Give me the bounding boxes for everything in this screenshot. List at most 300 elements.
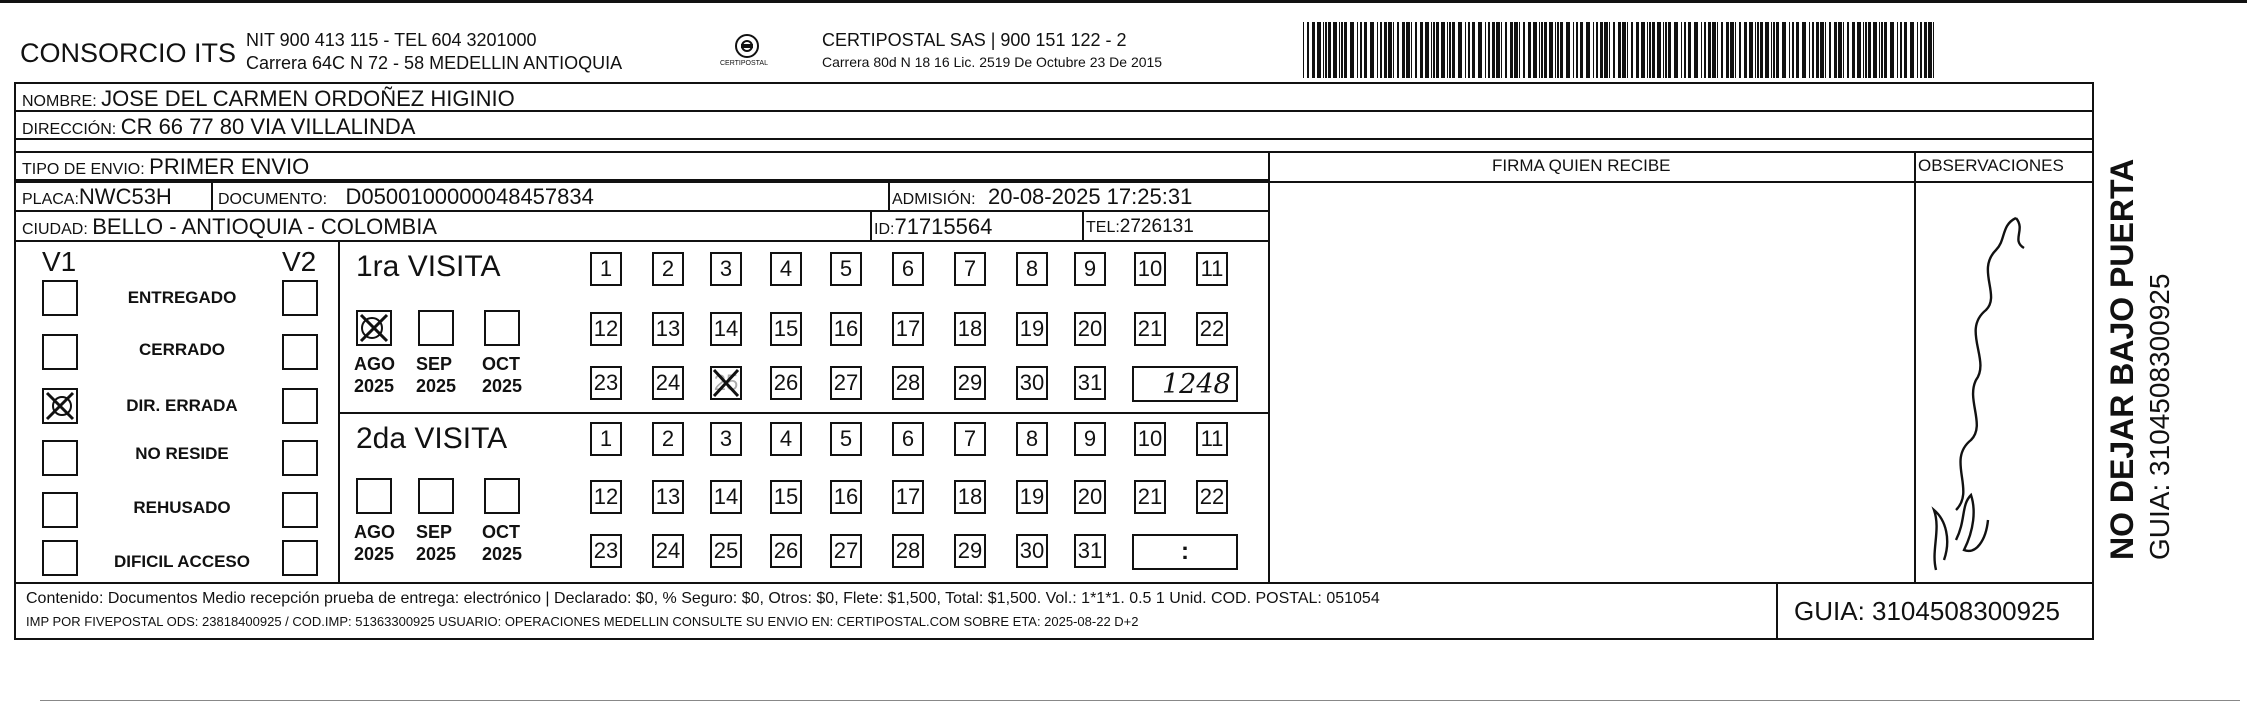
barcode-bar — [1539, 22, 1540, 78]
second-visit-day-box[interactable] — [1134, 480, 1166, 514]
day-number: 30 — [1019, 370, 1045, 395]
v1-checkbox[interactable] — [42, 440, 78, 476]
barcode-bar — [1760, 22, 1763, 78]
first-visit-day-box[interactable] — [954, 312, 986, 346]
barcode-bar — [1411, 22, 1412, 78]
month-label: OCT — [482, 354, 520, 374]
year-label: 2025 — [482, 544, 523, 564]
row-line — [14, 582, 2094, 584]
col-line — [211, 181, 213, 210]
month-label: SEP — [416, 522, 453, 542]
barcode-bar — [1917, 22, 1918, 78]
barcode-bar — [1688, 22, 1691, 78]
barcode-bar — [1544, 22, 1547, 78]
direccion-field: DIRECCIÓN: CR 66 77 80 VIA VILLALINDA — [22, 114, 416, 139]
barcode-bar — [1694, 22, 1698, 78]
barcode-bar — [1357, 22, 1358, 78]
second-visit-time: : — [1181, 538, 1189, 565]
barcode-bar — [1812, 22, 1814, 78]
first-visit-time-box[interactable] — [1132, 366, 1238, 402]
barcode-bar — [1652, 22, 1655, 78]
barcode-bar — [1681, 22, 1682, 78]
barcode-bar — [1933, 22, 1934, 78]
day-number: 22 — [1199, 316, 1225, 341]
barcode-bar — [1496, 22, 1500, 78]
row-line — [14, 240, 1268, 242]
first-visit-day-box[interactable] — [652, 252, 684, 286]
barcode-bar — [1452, 22, 1455, 78]
year-label: 2025 — [482, 376, 523, 396]
barcode-bar — [1744, 22, 1747, 78]
v1-label: V1 — [42, 246, 77, 277]
barcode-bar — [1580, 22, 1583, 78]
barcode-bar — [1596, 22, 1598, 78]
barcode-bar — [1560, 22, 1563, 78]
barcode-bar — [1402, 22, 1405, 78]
status-label: CERRADO — [139, 340, 225, 359]
day-number: 23 — [593, 370, 619, 395]
courier-line1: CERTIPOSTAL SAS | 900 151 122 - 2 — [822, 30, 1127, 50]
day-number: 21 — [1137, 484, 1163, 509]
side-guia-text: GUIA: 3104508300925 — [2144, 273, 2175, 560]
barcode-bar — [1420, 22, 1423, 78]
logo-caption: CERTIPOSTAL — [720, 60, 768, 67]
barcode-bar — [1576, 22, 1578, 78]
barcode-bar — [1776, 22, 1779, 78]
observaciones-label: OBSERVACIONES — [1918, 156, 2064, 175]
v2-label: V2 — [282, 246, 317, 277]
barcode-bar — [1649, 22, 1651, 78]
status-label: REHUSADO — [133, 498, 231, 517]
second-visit-day-box[interactable] — [1074, 480, 1106, 514]
barcode-bar — [1834, 22, 1837, 78]
day-number: 13 — [655, 316, 681, 341]
barcode-bar — [1415, 22, 1417, 78]
month-label: AGO — [354, 354, 396, 374]
second-visit-day-box[interactable] — [710, 480, 742, 514]
barcode-bar — [1388, 22, 1392, 78]
second-visit-day-box[interactable] — [590, 480, 622, 514]
guia-box: GUIA: 3104508300925 — [1794, 596, 2060, 626]
second-visit-title: 2da VISITA — [356, 422, 508, 455]
v1-checkbox[interactable] — [42, 280, 78, 316]
v2-checkbox[interactable] — [282, 334, 318, 370]
tipo-envio-field: TIPO DE ENVIO: PRIMER ENVIO — [22, 154, 310, 179]
barcode-bar — [1782, 22, 1786, 78]
day-number: 18 — [957, 316, 983, 341]
barcode-bar — [1600, 22, 1603, 78]
second-visit-day-box[interactable] — [954, 534, 986, 568]
day-number: 20 — [1077, 316, 1103, 341]
day-number: 12 — [593, 484, 619, 509]
barcode-bar — [1447, 22, 1448, 78]
barcode-bar — [1838, 22, 1842, 78]
first-visit-day-box[interactable] — [770, 366, 802, 400]
second-visit-day-box[interactable] — [590, 534, 622, 568]
barcode-bar — [1303, 22, 1304, 78]
first-visit-day-box[interactable] — [1016, 312, 1048, 346]
day-number: 6 — [901, 426, 915, 451]
day-number: 22 — [1199, 484, 1225, 509]
second-visit-day-box[interactable] — [892, 422, 924, 456]
second-visit-day-box[interactable] — [652, 480, 684, 514]
barcode-bar — [1873, 22, 1877, 78]
first-visit-day-box[interactable] — [1196, 312, 1228, 346]
second-visit-day-box[interactable] — [770, 534, 802, 568]
v1-checkbox[interactable] — [42, 540, 78, 576]
day-number: 12 — [593, 316, 619, 341]
day-number: 24 — [655, 370, 681, 395]
day-number: 7 — [963, 256, 977, 281]
barcode-bar — [1755, 22, 1756, 78]
barcode-bar — [1636, 22, 1639, 78]
address-line: Carrera 64C N 72 - 58 MEDELLIN ANTIOQUIA — [246, 53, 623, 73]
barcode-bar — [1641, 22, 1645, 78]
first-visit-day-box[interactable] — [590, 366, 622, 400]
second-visit-day-box[interactable] — [652, 422, 684, 456]
barcode-bar — [1792, 22, 1794, 78]
barcode-bar — [1514, 22, 1518, 78]
barcode-bar — [1501, 22, 1502, 78]
placa-value: NWC53H — [78, 184, 172, 209]
day-number: 19 — [1019, 316, 1045, 341]
barcode-bar — [1449, 22, 1451, 78]
first-visit-day-box[interactable] — [1074, 312, 1106, 346]
ciudad-value: BELLO - ANTIOQUIA - COLOMBIA — [92, 214, 437, 239]
day-number: 17 — [895, 484, 921, 509]
barcode-bar — [1488, 22, 1490, 78]
barcode-bar — [1627, 22, 1628, 78]
barcode-bar — [1431, 22, 1432, 78]
v1-checkbox[interactable] — [42, 334, 78, 370]
barcode-bar — [1884, 22, 1887, 78]
barcode-bar — [1406, 22, 1410, 78]
day-number: 17 — [895, 316, 921, 341]
status-label: DIFICIL ACCESO — [113, 552, 250, 571]
second-visit-day-box[interactable] — [770, 422, 802, 456]
v2-checkbox[interactable] — [282, 440, 318, 476]
first-visit-day-box[interactable] — [652, 312, 684, 346]
second-visit-time-box[interactable] — [1132, 534, 1238, 570]
first-visit-title: 1ra VISITA — [356, 250, 501, 283]
day-number: 6 — [901, 256, 915, 281]
status-label: ENTREGADO — [127, 288, 237, 307]
day-number: 19 — [1019, 484, 1045, 509]
barcode-bar — [1712, 22, 1716, 78]
barcode-bar — [1910, 22, 1914, 78]
barcode-bar — [1897, 22, 1898, 78]
day-number: 31 — [1077, 538, 1103, 563]
nombre-field: NOMBRE: JOSE DEL CARMEN ORDOÑEZ HIGINIO — [22, 86, 515, 111]
first-visit-day-box[interactable] — [590, 312, 622, 346]
second-visit-day-box[interactable] — [1016, 480, 1048, 514]
barcode-bar — [1618, 22, 1621, 78]
second-visit-day-box[interactable] — [892, 480, 924, 514]
month-label: AGO — [354, 522, 396, 542]
year-label: 2025 — [416, 376, 457, 396]
first-visit-day-box[interactable] — [954, 252, 986, 286]
barcode-bar — [1820, 22, 1824, 78]
year-label: 2025 — [416, 544, 457, 564]
barcode-bar — [1593, 22, 1594, 78]
no-dejar-text: NO DEJAR BAJO PUERTA — [2104, 158, 2140, 560]
form-frame — [14, 82, 2094, 640]
month-label: SEP — [416, 354, 453, 374]
first-visit-day-box[interactable] — [1016, 366, 1048, 400]
ciudad-field: CIUDAD: BELLO - ANTIOQUIA - COLOMBIA — [22, 214, 437, 239]
barcode-bar — [1765, 22, 1769, 78]
first-visit-day-box[interactable] — [710, 252, 742, 286]
second-visit-day-box[interactable] — [1016, 422, 1048, 456]
second-visit-day-box[interactable] — [830, 480, 862, 514]
day-number: 8 — [1025, 426, 1039, 451]
barcode-bar — [1510, 22, 1513, 78]
barcode-bar — [1380, 22, 1382, 78]
v2-checkbox[interactable] — [282, 492, 318, 528]
day-number: 14 — [713, 316, 739, 341]
first-visit-day-box[interactable] — [770, 312, 802, 346]
day-number: 2 — [661, 426, 675, 451]
second-visit-day-box[interactable] — [1196, 480, 1228, 514]
barcode-bar — [1523, 22, 1525, 78]
barcode-bar — [1668, 22, 1671, 78]
barcode-bar — [1757, 22, 1759, 78]
row-line — [14, 181, 2094, 183]
day-number: 26 — [773, 370, 799, 395]
admision-field: ADMISIÓN: 20-08-2025 17:25:31 — [892, 184, 1193, 209]
barcode-bar — [1328, 22, 1331, 78]
first-visit-day-box[interactable] — [892, 366, 924, 400]
second-visit-day-box[interactable] — [1074, 534, 1106, 568]
barcode-bar — [1441, 22, 1445, 78]
col-line — [1082, 210, 1084, 240]
second-visit-month-checkbox[interactable] — [418, 478, 454, 514]
nit-line: NIT 900 413 115 - TEL 604 3201000 — [246, 30, 537, 50]
col-line — [870, 210, 872, 240]
barcode-bar — [1773, 22, 1775, 78]
barcode-bar — [1436, 22, 1439, 78]
v2-checkbox[interactable] — [282, 540, 318, 576]
first-visit-day-box[interactable] — [1074, 366, 1106, 400]
second-visit-day-box[interactable] — [954, 480, 986, 514]
barcode-bar — [1900, 22, 1902, 78]
guia-divider — [1776, 582, 1778, 640]
first-visit-month-checkbox[interactable] — [484, 310, 520, 346]
barcode-bar — [1333, 22, 1337, 78]
signature-scribble — [1916, 210, 2046, 580]
day-number: 28 — [895, 538, 921, 563]
first-visit-day-box[interactable] — [954, 366, 986, 400]
barcode-bar — [1735, 22, 1736, 78]
second-visit-day-box[interactable] — [770, 480, 802, 514]
first-visit-day-box[interactable] — [892, 252, 924, 286]
barcode-bar — [1704, 22, 1706, 78]
barcode-bar — [1307, 22, 1309, 78]
barcode-bar — [1377, 22, 1378, 78]
day-number: 10 — [1137, 256, 1163, 281]
day-number: 3 — [719, 426, 733, 451]
day-number: 11 — [1200, 256, 1224, 281]
barcode-bar — [1749, 22, 1753, 78]
day-number: 27 — [833, 538, 859, 563]
year-label: 2025 — [354, 376, 395, 396]
second-visit-month-checkbox[interactable] — [484, 478, 520, 514]
barcode — [1303, 22, 1939, 78]
barcode-bar — [1370, 22, 1374, 78]
day-number: 5 — [839, 256, 853, 281]
first-visit-day-box[interactable] — [1016, 252, 1048, 286]
second-visit-day-box[interactable] — [1074, 422, 1106, 456]
top-border — [0, 0, 2247, 3]
day-number: 23 — [593, 538, 619, 563]
v2-checkbox[interactable] — [282, 280, 318, 316]
id-value: 71715564 — [894, 214, 993, 239]
barcode-bar — [1665, 22, 1667, 78]
barcode-bar — [1586, 22, 1590, 78]
first-visit-day-box[interactable] — [710, 312, 742, 346]
status-label: DIR. ERRADA — [126, 396, 238, 415]
second-visit-day-box[interactable] — [710, 534, 742, 568]
barcode-bar — [1433, 22, 1435, 78]
barcode-bar — [1384, 22, 1387, 78]
first-visit-day-box[interactable] — [830, 366, 862, 400]
col-line — [888, 181, 890, 210]
barcode-bar — [1339, 22, 1340, 78]
side-text — [2102, 120, 2222, 560]
row-line — [14, 151, 2094, 153]
barcode-bar — [1701, 22, 1702, 78]
barcode-bar — [1541, 22, 1543, 78]
nombre-value: JOSE DEL CARMEN ORDOÑEZ HIGINIO — [101, 86, 515, 111]
certipostal-logo — [712, 32, 782, 72]
barcode-bar — [1796, 22, 1799, 78]
barcode-bar — [1360, 22, 1362, 78]
month-label: OCT — [482, 522, 520, 542]
barcode-bar — [1465, 22, 1466, 78]
first-visit-day-box[interactable] — [590, 252, 622, 286]
col-line — [1268, 151, 1270, 582]
second-visit-day-box[interactable] — [1196, 422, 1228, 456]
barcode-bar — [1928, 22, 1932, 78]
second-visit-day-box[interactable] — [830, 534, 862, 568]
first-visit-day-box[interactable] — [830, 252, 862, 286]
day-number: 14 — [713, 484, 739, 509]
barcode-bar — [1829, 22, 1831, 78]
day-number: 4 — [779, 256, 793, 281]
day-number: 29 — [957, 370, 983, 395]
barcode-bar — [1721, 22, 1723, 78]
barcode-bar — [1789, 22, 1790, 78]
barcode-bar — [1468, 22, 1470, 78]
first-visit-day-box[interactable] — [1134, 252, 1166, 286]
second-visit-day-box[interactable] — [590, 422, 622, 456]
second-visit-day-box[interactable] — [892, 534, 924, 568]
day-number: 13 — [655, 484, 681, 509]
day-number: 9 — [1083, 426, 1097, 451]
barcode-bar — [1843, 22, 1844, 78]
day-number: 26 — [773, 538, 799, 563]
barcode-bar — [1609, 22, 1610, 78]
day-number: 20 — [1077, 484, 1103, 509]
second-visit-day-box[interactable] — [652, 534, 684, 568]
col-line — [338, 240, 340, 582]
first-visit-day-box[interactable] — [1134, 312, 1166, 346]
barcode-bar — [1708, 22, 1711, 78]
barcode-bar — [1557, 22, 1559, 78]
barcode-bar — [1847, 22, 1849, 78]
v1-checkbox[interactable] — [42, 388, 78, 424]
first-visit-day-box[interactable] — [770, 252, 802, 286]
barcode-bar — [1364, 22, 1367, 78]
first-visit-day-box[interactable] — [1196, 252, 1228, 286]
barcode-bar — [1325, 22, 1327, 78]
first-visit-day-box[interactable] — [710, 366, 742, 400]
day-number: 18 — [957, 484, 983, 509]
second-visit-day-box[interactable] — [1016, 534, 1048, 568]
barcode-bar — [1604, 22, 1608, 78]
firma-label: FIRMA QUIEN RECIBE — [1492, 156, 1671, 175]
day-number: 25 — [713, 538, 739, 563]
barcode-bar — [1492, 22, 1495, 78]
direccion-value: CR 66 77 80 VIA VILLALINDA — [120, 114, 416, 139]
barcode-bar — [1852, 22, 1855, 78]
side-frame-line — [2092, 82, 2094, 640]
barcode-bar — [1505, 22, 1507, 78]
barcode-bar — [1425, 22, 1429, 78]
barcode-bar — [1397, 22, 1399, 78]
second-visit-day-box[interactable] — [954, 422, 986, 456]
footer-line1: Contenido: Documentos Medio recepción prueba de entrega: electrónico | Declarado: $0, % Seguro: $0, Otros: $0, Flete: $1,500, Total: $1,500. Vol.: 1*1*1. 0.5 1 Unid. COD. POSTAL: 051054 — [26, 590, 1380, 607]
first-visit-day-box[interactable] — [830, 312, 862, 346]
barcode-bar — [1809, 22, 1810, 78]
day-number: 11 — [1200, 426, 1224, 451]
day-number: 27 — [833, 370, 859, 395]
second-visit-month-checkbox[interactable] — [356, 478, 392, 514]
first-visit-month-checkbox[interactable] — [418, 310, 454, 346]
day-number: 8 — [1025, 256, 1039, 281]
day-number: 2 — [661, 256, 675, 281]
day-number: 25 — [713, 370, 739, 395]
barcode-bar — [1566, 22, 1570, 78]
company-name: CONSORCIO ITS — [20, 38, 237, 68]
v1-checkbox[interactable] — [42, 492, 78, 528]
first-visit-time: 1248 — [1162, 369, 1231, 400]
barcode-bar — [1865, 22, 1867, 78]
day-number: 30 — [1019, 538, 1045, 563]
second-visit-day-box[interactable] — [830, 422, 862, 456]
barcode-bar — [1674, 22, 1678, 78]
placa-field: PLACA:NWC53H — [22, 184, 172, 209]
second-visit-day-box[interactable] — [1134, 422, 1166, 456]
day-number: 15 — [773, 484, 799, 509]
barcode-bar — [1879, 22, 1880, 78]
barcode-bar — [1350, 22, 1354, 78]
first-visit-month-checkbox[interactable] — [356, 310, 392, 346]
first-visit-day-box[interactable] — [892, 312, 924, 346]
v2-checkbox[interactable] — [282, 388, 318, 424]
barcode-bar — [1317, 22, 1321, 78]
bottom-edge-line — [40, 700, 2240, 701]
barcode-bar — [1890, 22, 1894, 78]
second-visit-day-box[interactable] — [710, 422, 742, 456]
first-visit-day-box[interactable] — [1074, 252, 1106, 286]
first-visit-day-box[interactable] — [652, 366, 684, 400]
barcode-bar — [1881, 22, 1883, 78]
day-number: 24 — [655, 538, 681, 563]
barcode-bar — [1631, 22, 1633, 78]
year-label: 2025 — [354, 544, 395, 564]
barcode-bar — [1458, 22, 1462, 78]
